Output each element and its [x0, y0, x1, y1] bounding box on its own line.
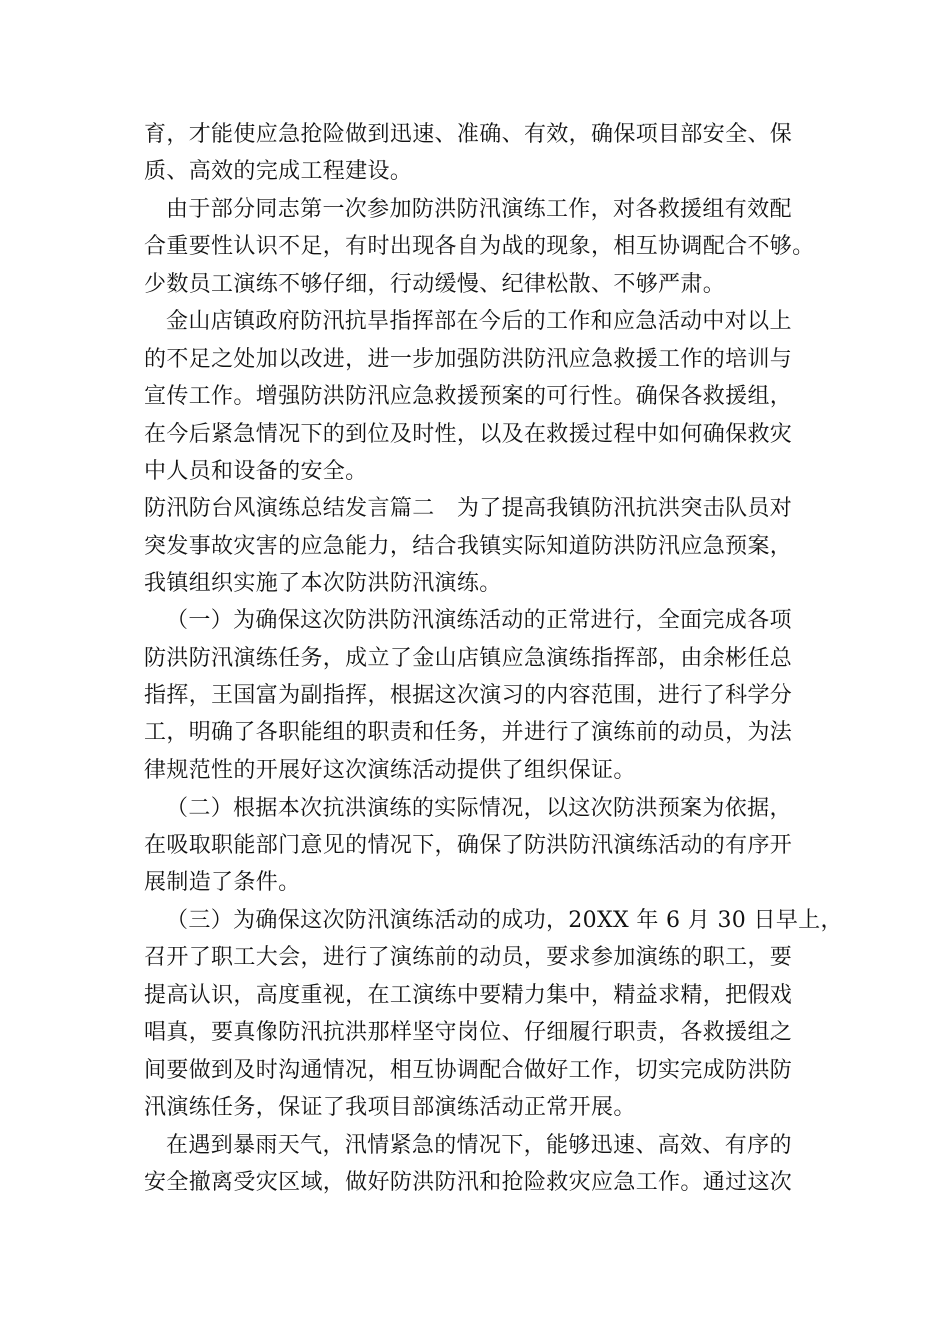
text-line: 唱真，要真像防汛抗洪那样坚守岗位、仔细履行职责，各救援组之 [144, 1020, 793, 1045]
text-line: 合重要性认识不足，有时出现各自为战的现象，相互协调配合不够。 [144, 234, 815, 259]
text-line: 的不足之处加以改进，进一步加强防洪防汛应急救援工作的培训与 [144, 347, 793, 372]
text-line: 在吸取职能部门意见的情况下，确保了防洪防汛演练活动的有序开 [144, 833, 793, 858]
text-line: 宣传工作。增强防洪防汛应急救援预案的可行性。确保各救援组， [144, 384, 793, 409]
text-line: 少数员工演练不够仔细，行动缓慢、纪律松散、不够严肃。 [144, 272, 726, 297]
paragraph-start-line: 金山店镇政府防汛抗旱指挥部在今后的工作和应急活动中对以上 [166, 309, 792, 334]
paragraph-start-line: （二）根据本次抗洪演练的实际情况，以这次防洪预案为依据， [166, 796, 792, 821]
text-line: 育，才能使应急抢险做到迅速、准确、有效，确保项目部安全、保 [144, 122, 793, 147]
text-line: 中人员和设备的安全。 [144, 459, 368, 484]
text-line: 律规范性的开展好这次演练活动提供了组织保证。 [144, 758, 636, 783]
text-line: 防洪防汛演练任务，成立了金山店镇应急演练指挥部，由余彬任总 [144, 646, 793, 671]
text-line: 提高认识，高度重视，在工演练中要精力集中，精益求精，把假戏 [144, 983, 793, 1008]
text-line: 我镇组织实施了本次防洪防汛演练。 [144, 571, 502, 596]
text-line: 间要做到及时沟通情况，相互协调配合做好工作，切实完成防洪防 [144, 1058, 793, 1083]
paragraph-start-line: （三）为确保这次防汛演练活动的成功，20XX 年 6 月 30 日早上， [166, 908, 843, 933]
paragraph-start-line: （一）为确保这次防洪防汛演练活动的正常进行，全面完成各项 [166, 608, 792, 633]
text-line: 安全撤离受灾区域，做好防洪防汛和抢险救灾应急工作。通过这次 [144, 1170, 793, 1195]
text-line: 在今后紧急情况下的到位及时性，以及在救援过程中如何确保救灾 [144, 422, 793, 447]
paragraph-start-line: 在遇到暴雨天气，汛情紧急的情况下，能够迅速、高效、有序的 [166, 1133, 792, 1158]
text-line: 汛演练任务，保证了我项目部演练活动正常开展。 [144, 1095, 636, 1120]
section-heading-line: 防汛防台风演练总结发言篇二 为了提高我镇防汛抗洪突击队员对 [144, 496, 793, 521]
text-line: 突发事故灾害的应急能力，结合我镇实际知道防洪防汛应急预案， [144, 534, 793, 559]
text-line: 指挥，王国富为副指挥，根据这次演习的内容范围，进行了科学分 [144, 683, 793, 708]
text-line: 召开了职工大会，进行了演练前的动员，要求参加演练的职工，要 [144, 945, 793, 970]
text-line: 质、高效的完成工程建设。 [144, 159, 413, 184]
paragraph-start-line: 由于部分同志第一次参加防洪防汛演练工作，对各救援组有效配 [166, 197, 792, 222]
text-line: 工，明确了各职能组的职责和任务，并进行了演练前的动员，为法 [144, 720, 793, 745]
text-line: 展制造了条件。 [144, 870, 301, 895]
